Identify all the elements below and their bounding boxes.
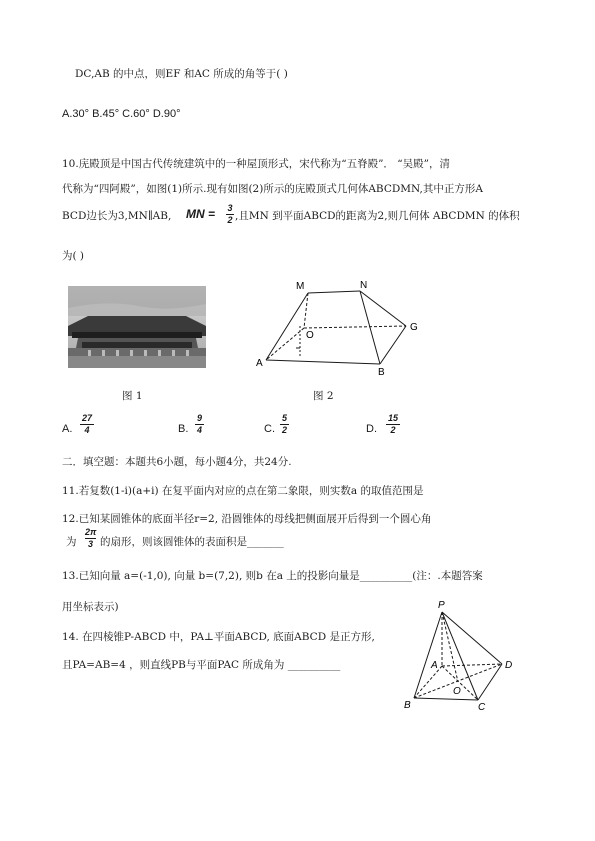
q10-option-d-label: D. — [366, 423, 377, 435]
q10-option-c-den: 2 — [281, 425, 287, 435]
q10-option-d-num: 15 — [387, 413, 398, 423]
q10-line-1: 10.庑殿顶是中国古代传统建筑中的一种屋顶形式，宋代称为“五脊殿”． “吴殿”，清 — [62, 158, 451, 170]
figure-1-photo — [68, 286, 206, 368]
q10-line-2: 代称为“四阿殿”，如图(1)所示.现有如图(2)所示的庑殿顶式几何体ABCDMN,其中正方形A — [62, 183, 483, 195]
q10-option-c-num: 5 — [281, 413, 287, 423]
q12-line-2: 的扇形，则该圆锥体的表面积是_______ — [100, 536, 284, 548]
q10-option-a-fraction — [80, 414, 94, 435]
q14-label-b: B — [404, 700, 411, 711]
q10-mn-label: MN = — [186, 207, 216, 221]
q10-option-a-num: 27 — [81, 413, 92, 423]
q10-mn-fraction — [226, 204, 234, 225]
q12-pre: 为 — [66, 536, 77, 548]
q10-option-b-den: 4 — [196, 425, 202, 435]
q13-line-1: 13.已知向量 a=(-1,0), 向量 b=(7,2), 则b 在a 上的投影向量是__________(注：.本题答案 — [62, 570, 483, 582]
q14-label-o: O — [453, 686, 461, 697]
figure-1-caption: 图 1 — [122, 390, 143, 402]
q10-mn-denominator: 2 — [227, 215, 233, 225]
q12-angle-num: 2π — [85, 527, 97, 537]
fig2-label-b: B — [378, 367, 385, 376]
q14-line-1: 14. 在四棱锥P-ABCD 中，PA⊥平面ABCD, 底面ABCD 是正方形, — [62, 631, 375, 643]
q10-option-d-den: 2 — [390, 425, 396, 435]
q12-angle-fraction — [85, 528, 96, 549]
q14-pyramid-diagram — [398, 598, 528, 712]
q10-option-b-num: 9 — [196, 413, 202, 423]
q10-line-3b: ,且MN 到平面ABCD的距离为2,则几何体 ABCDMN 的体积 — [235, 210, 520, 222]
fig2-label-n: N — [360, 280, 368, 291]
fig2-label-a: A — [256, 358, 263, 369]
q11-text: 11.若复数(1-i)(a+i) 在复平面内对应的点在第二象限，则实数a 的取值范围是 — [62, 485, 424, 497]
q10-option-d-fraction — [386, 414, 400, 435]
q10-option-c-fraction — [280, 414, 289, 435]
q10-option-a-label: A. — [62, 423, 73, 435]
q10-option-a-den: 4 — [84, 425, 90, 435]
q9-options: A.30° B.45° C.60° D.90° — [62, 108, 181, 120]
q14-label-d: D — [505, 660, 513, 671]
fig2-label-g: G — [410, 322, 418, 333]
q9-continuation: DC,AB 的中点，则EF 和AC 所成的角等于( ) — [75, 68, 288, 80]
figure-2-caption: 图 2 — [313, 390, 334, 402]
q12-line-1: 12.已知某圆锥体的底面半径r=2, 沿圆锥体的母线把侧面展开后得到一个圆心角 — [62, 513, 432, 525]
q12-angle-den: 3 — [87, 539, 93, 549]
q10-line-3a: BCD边长为3,MN∥AB, — [62, 210, 172, 222]
q14-label-a: A — [431, 660, 438, 671]
q10-line-4: 为( ) — [62, 250, 85, 262]
q10-option-b-label: B. — [178, 423, 189, 435]
q14-label-c: C — [478, 702, 486, 712]
fig2-label-o: O — [306, 330, 314, 341]
q10-option-b-fraction — [195, 414, 204, 435]
q14-line-2: 且PA=AB=4 ，则直线PB与平面PAC 所成角为 __________ — [62, 659, 341, 671]
q14-label-p: P — [438, 600, 445, 611]
q10-mn-numerator: 3 — [227, 203, 233, 213]
q13-line-2: 用坐标表示) — [62, 601, 119, 613]
fig2-label-m: M — [296, 281, 305, 292]
q10-option-c-label: C. — [264, 423, 275, 435]
figure-2-diagram — [250, 276, 430, 376]
section-2-heading: 二．填空题：本题共6小题，每小题4分，共24分. — [62, 456, 292, 468]
